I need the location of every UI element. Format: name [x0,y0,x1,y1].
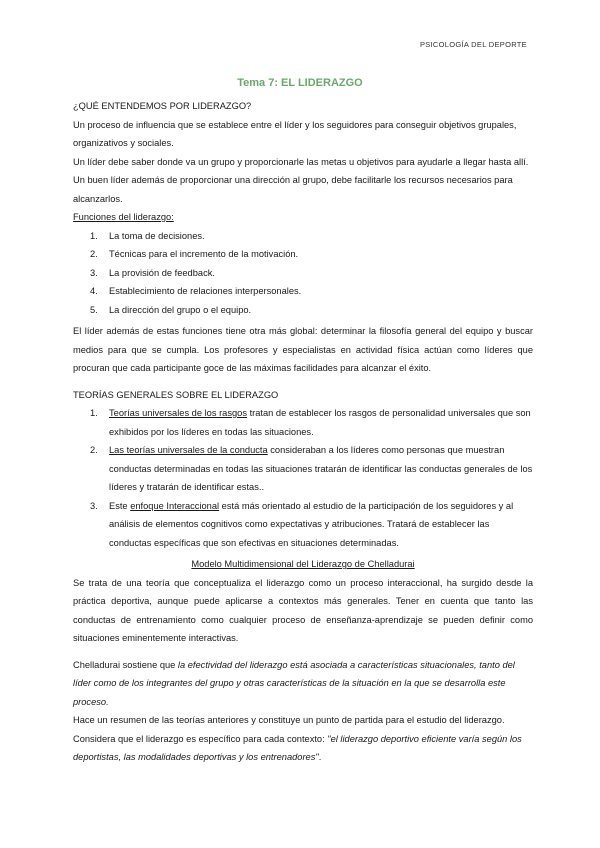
list-item: 5. La dirección del grupo o el equipo. [90,304,252,315]
term-behavior: Las teorías universales de la conducta [109,445,268,455]
list-item: 1. La toma de decisiones. [90,230,205,241]
section-heading-what-is-leadership: ¿QUÉ ENTENDEMOS POR LIDERAZGO? [73,101,252,111]
paragraph-context: Considera que el liderazgo es específico para cada contexto: "el liderazgo deportivo eficiente varía según los deportistas, las modalidades deportivas y los entrenadores". [73,733,522,762]
list-item: 3. Este enfoque Interaccional está más orientado al estudio de la participación de los seguidores y al análisis de elementos cognitivos como expectativas y atribuciones. Tratará de establecer las conductas específicas que son efectivas en situaciones determinadas. [90,500,514,548]
paragraph-model-intro: Se trata de una teoría que conceptualiza el liderazgo como un proceso interaccional, ha surgido desde la práctica deportiva, aunque puede aplicarse a contextos más generales. Tener en cuenta que tanto las conductas de entrenamiento como cualquier proceso de enseñanza-aprendizaje se pueden definir como situaciones eminentemente interactivas. [73,577,533,643]
list-item: 2. Técnicas para el incremento de la motivación. [90,249,299,259]
paragraph-chelladurai: Chelladurai sostiene que la efectividad del liderazgo está asociada a características situacionales, tanto del líder como de los integrantes del grupo y otras características de la situación en la que se desarrolla este proceso. [73,659,515,707]
page-title: Tema 7: EL LIDERAZGO [237,77,363,89]
list-item: 4. Establecimiento de relaciones interpersonales. [90,286,302,296]
term-traits: Teorías universales de los rasgos [109,408,247,418]
list-item: 3. La provisión de feedback. [90,267,215,278]
term-interactional: enfoque Interaccional [130,500,220,511]
section-heading-theories: TEORÍAS GENERALES SOBRE EL LIDERAZGO [73,389,279,400]
paragraph-functions-closing: El líder además de estas funciones tiene otra más global: determinar la filosofía general del equipo y buscar medios para que se cumpla. Los profesores y especialistas en actividad física actúan como líderes que procuran que cada participante goce de las máximas facilidades para alcanzar el éxito. [73,326,533,373]
document-body [73,97,533,767]
model-heading: Modelo Multidimensional del Liderazgo de Chelladurai [191,559,415,569]
functions-list [73,227,533,320]
paragraph-good-leader: Un buen líder además de proporcionar una dirección al grupo, debe facilitarle los recursos necesarios para alcanzarlos. [73,175,513,204]
list-item: 2. Las teorías universales de la conducta consideraban a los líderes como personas que muestran conductas determinadas en todas las situaciones tratarán de identificar las conductas generales de los líderes y tratarán de identificar estas.. [90,445,533,492]
theories-list [73,404,533,552]
paragraph-summary: Hace un resumen de las teorías anteriores y constituye un punto de partida para el estudio del liderazgo. [73,715,505,725]
paragraph-definition: Un proceso de influencia que se establece entre el líder y los seguidores para conseguir objetivos grupales, organizativos y sociales. [73,119,517,148]
course-header: PSICOLOGÍA DEL DEPORTE [419,40,527,49]
functions-heading: Funciones del liderazgo: [73,212,174,222]
list-item: 1. Teorías universales de los rasgos tratan de establecer los rasgos de personalidad universales que son exhibidos por los líderes en todas las situaciones. [90,408,531,437]
paragraph-leader-goals: Un líder debe saber donde va un grupo y proporcionarle las metas u objetivos para ayudarle a llegar hasta allí. [73,156,529,167]
